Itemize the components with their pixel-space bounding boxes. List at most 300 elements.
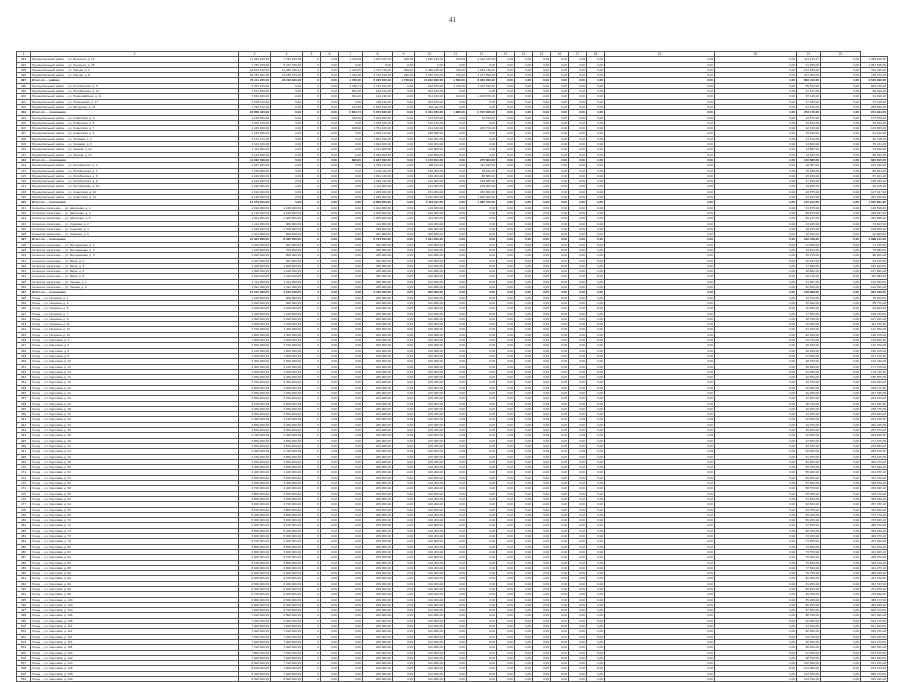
value-cell: 255 830,00 (861, 104, 888, 109)
value-cell: 15 320,00 (797, 131, 821, 136)
value-cell: 200 000,00 (363, 433, 393, 438)
value-cell: 0,00 (515, 597, 533, 602)
value-cell: 0,00 (497, 549, 515, 554)
value-cell: 0,00 (393, 401, 415, 406)
value-cell: 0,00 (515, 300, 533, 305)
value-cell: 0,00 (605, 369, 715, 374)
value-cell: 0,00 (515, 348, 533, 353)
value-cell: 0,00 (497, 396, 515, 401)
row-number: 454 (17, 380, 31, 385)
value-cell: 0,00 (715, 306, 797, 311)
value-cell: 100 000,00 (415, 602, 445, 607)
row-address: Город ... ул. Королёва, д. 2 (31, 338, 239, 343)
value-cell: 0,00 (321, 78, 339, 83)
value-cell: 0,00 (569, 544, 587, 549)
value-cell: 0,00 (587, 247, 605, 252)
row-address: Город ... ул. Королёва, д. 88 (31, 565, 239, 570)
value-cell: 100 000,00 (415, 560, 445, 565)
value-cell: 0,00 (821, 539, 861, 544)
value-cell: 0,00 (467, 99, 497, 104)
value-cell: 0,00 (551, 539, 569, 544)
value-cell: 0,00 (321, 645, 339, 650)
value-cell: 8 860 853,00 (363, 200, 393, 205)
value-cell: 0,00 (587, 57, 605, 62)
row-address: Город ... ул. Королёва, д. 50 (31, 465, 239, 470)
value-cell: 0,00 (569, 677, 587, 682)
value-cell: 0,00 (497, 666, 515, 671)
value-cell: 0,00 (569, 391, 587, 396)
value-cell: 235 920,00 (861, 412, 888, 417)
value-cell: 201 100,00 (415, 99, 445, 104)
value-cell: 0,00 (569, 311, 587, 316)
row-number: 404 (17, 115, 31, 120)
value-cell: 0 (303, 184, 321, 189)
value-cell: 0,00 (569, 120, 587, 125)
value-cell: 0,00 (821, 200, 861, 205)
value-cell: 0,00 (515, 560, 533, 565)
value-cell: 2 000 000,00 (239, 343, 271, 348)
value-cell: 0,00 (587, 380, 605, 385)
value-cell: 0,00 (715, 433, 797, 438)
value-cell: 0,00 (715, 528, 797, 533)
value-cell: 108 500,00 (861, 226, 888, 231)
value-cell: 100 070,00 (861, 311, 888, 316)
value-cell: 0,00 (533, 353, 551, 358)
page-number: 41 (449, 16, 456, 24)
value-cell: 536 220,00 (861, 634, 888, 639)
value-cell: 0,00 (415, 62, 445, 67)
value-cell: 0,00 (587, 94, 605, 99)
value-cell: 0,00 (393, 226, 415, 231)
value-cell: 37 500,00 (797, 396, 821, 401)
value-cell: 0,00 (587, 120, 605, 125)
value-cell: 0,00 (467, 279, 497, 284)
value-cell: 471 870,00 (861, 586, 888, 591)
value-cell: 0,00 (393, 210, 415, 215)
value-cell: 0,00 (515, 592, 533, 597)
value-cell: 0,00 (587, 295, 605, 300)
value-cell: 100 000,00 (415, 417, 445, 422)
value-cell: 0,00 (339, 634, 363, 639)
value-cell: 0,00 (339, 581, 363, 586)
row-address: Муниципальный район ... ул. Октябрьская, д. 4 (31, 168, 239, 173)
row-number: 490 (17, 571, 31, 576)
value-cell: 0,00 (321, 168, 339, 173)
value-cell: 0,00 (587, 586, 605, 591)
row-number: 457 (17, 396, 31, 401)
value-cell: 0,00 (569, 534, 587, 539)
value-cell: 301 000,00 (363, 232, 393, 237)
value-cell: 0,00 (467, 147, 497, 152)
value-cell: 0,00 (321, 147, 339, 152)
value-cell: 100 000,00 (415, 369, 445, 374)
value-cell: 0,00 (271, 157, 303, 162)
value-cell: 5 800 000,00 (239, 544, 271, 549)
value-cell: 4 100 000,00 (239, 454, 271, 459)
value-cell: 100 000,00 (415, 507, 445, 512)
value-cell: 0,00 (551, 279, 569, 284)
value-cell: 0,00 (467, 549, 497, 554)
value-cell: 0,00 (605, 311, 715, 316)
value-cell: 0,00 (339, 549, 363, 554)
value-cell: 0,00 (533, 528, 551, 533)
value-cell: 0,00 (445, 322, 467, 327)
value-cell: 0,00 (821, 443, 861, 448)
value-cell: 3 800 000,00 (271, 454, 303, 459)
value-cell: 0,00 (551, 470, 569, 475)
value-cell: 300 000,00 (363, 263, 393, 268)
value-cell: 0,00 (339, 210, 363, 215)
value-cell: 0,00 (587, 650, 605, 655)
value-cell: 0,00 (533, 78, 551, 83)
value-cell: 5 100 000,00 (239, 507, 271, 512)
value-cell: 0,00 (321, 67, 339, 72)
row-number: 510 (17, 677, 31, 682)
value-cell: 0,00 (551, 639, 569, 644)
value-cell: 0,00 (467, 285, 497, 290)
value-cell: 0 (303, 671, 321, 676)
value-cell: 0,00 (715, 205, 797, 210)
value-cell: 0,00 (445, 671, 467, 676)
value-cell: 0 (303, 173, 321, 178)
value-cell: 0,00 (321, 481, 339, 486)
value-cell: 0,00 (587, 385, 605, 390)
row-address: Муниципальный район ... ул. Советская, д. 9 (31, 131, 239, 136)
value-cell: 100 000,00 (415, 343, 445, 348)
value-cell: 2 600 000,00 (239, 375, 271, 380)
value-cell: 0,00 (569, 671, 587, 676)
value-cell: 100 000,00 (415, 470, 445, 475)
value-cell: 17 600,00 (797, 263, 821, 268)
value-cell: 0,00 (393, 263, 415, 268)
value-cell: 95 432,00 (861, 120, 888, 125)
value-cell: 0,00 (339, 163, 363, 168)
value-cell: 0,00 (393, 629, 415, 634)
value-cell: 111 176,17 (797, 57, 821, 62)
value-cell: 0,00 (715, 67, 797, 72)
value-cell: 0,00 (515, 359, 533, 364)
value-cell: 0,00 (569, 422, 587, 427)
value-cell: 0,00 (515, 120, 533, 125)
value-cell: 100 000,00 (415, 481, 445, 486)
value-cell: 5 200 000,00 (271, 528, 303, 533)
row-number: 418 (17, 189, 31, 194)
value-cell: 0,00 (533, 581, 551, 586)
value-cell: 53 750,00 (797, 465, 821, 470)
value-cell: 0,00 (445, 306, 467, 311)
row-address: Сельское поселение ... ул. Молодёжная, д. 1 (31, 242, 239, 247)
value-cell: 0,00 (587, 375, 605, 380)
value-cell: 0,00 (605, 385, 715, 390)
value-cell: 1 200 000,00 (239, 300, 271, 305)
value-cell: 0,00 (467, 247, 497, 252)
value-cell: 0,00 (321, 375, 339, 380)
value-cell: 0,00 (551, 475, 569, 480)
value-cell: 0,00 (605, 549, 715, 554)
row-address: Город ... ул. Королёва, д. 80 (31, 544, 239, 549)
value-cell: 0,00 (497, 104, 515, 109)
value-cell: 5 400 000,00 (239, 523, 271, 528)
value-cell: 13 750,00 (797, 295, 821, 300)
value-cell: 0,00 (821, 142, 861, 147)
value-cell: 0,00 (551, 571, 569, 576)
value-cell: 27 663,00 (797, 179, 821, 184)
value-cell: 6 300 000,00 (239, 571, 271, 576)
value-cell: 0,00 (551, 311, 569, 316)
value-cell: 0,00 (339, 613, 363, 618)
value-cell: 0 (303, 83, 321, 88)
value-cell: 0,00 (445, 581, 467, 586)
value-cell: 4 800 000,00 (271, 507, 303, 512)
value-cell: 0,00 (587, 496, 605, 501)
value-cell: 0,00 (445, 300, 467, 305)
row-address: Город ... ул. Королёва, д. 78 (31, 539, 239, 544)
value-cell: 2 700 000,00 (363, 290, 393, 295)
value-cell: 0,00 (321, 502, 339, 507)
value-cell: 0,00 (587, 290, 605, 295)
value-cell: 0,00 (551, 142, 569, 147)
value-cell: 0,00 (569, 210, 587, 215)
value-cell: 0,00 (569, 62, 587, 67)
value-cell: 275 864,00 (467, 157, 497, 162)
value-cell: 58 875,00 (797, 210, 821, 215)
value-cell: 0,00 (551, 459, 569, 464)
value-cell: 0,00 (551, 624, 569, 629)
value-cell: 0,00 (467, 433, 497, 438)
value-cell: 0,00 (467, 142, 497, 147)
value-cell: 200 000,00 (363, 412, 393, 417)
value-cell: 7 400 000,00 (271, 645, 303, 650)
value-cell: 0,00 (569, 322, 587, 327)
value-cell: 0,00 (605, 544, 715, 549)
value-cell: 0,00 (393, 152, 415, 157)
value-cell: 0 (303, 592, 321, 597)
value-cell: 0,00 (467, 104, 497, 109)
value-cell: 0,00 (515, 671, 533, 676)
value-cell: 343 866,00 (861, 216, 888, 221)
row-number: 459 (17, 406, 31, 411)
value-cell: 0,00 (445, 486, 467, 491)
value-cell: 5 200 000,00 (239, 512, 271, 517)
value-cell: 0,00 (467, 534, 497, 539)
value-cell: 0,00 (339, 306, 363, 311)
value-cell: 0,00 (393, 369, 415, 374)
value-cell: 200 000,00 (363, 576, 393, 581)
value-cell: 0,00 (715, 401, 797, 406)
value-cell: 0,00 (605, 115, 715, 120)
value-cell: 4 800 000,00 (239, 491, 271, 496)
value-cell: 0,00 (339, 221, 363, 226)
value-cell: 3 500 000,00 (239, 422, 271, 427)
value-cell: 0,00 (569, 459, 587, 464)
value-cell: 200 000,00 (363, 534, 393, 539)
value-cell: 86 250,00 (797, 602, 821, 607)
value-cell: 0,00 (551, 375, 569, 380)
value-cell: 0,00 (551, 645, 569, 650)
value-cell: 0,00 (569, 443, 587, 448)
value-cell: 0,00 (587, 470, 605, 475)
row-address: Город ... ул. Гагарина, д. 5 (31, 306, 239, 311)
value-cell: 0,00 (515, 465, 533, 470)
value-cell: 0,00 (569, 221, 587, 226)
value-cell: 0,00 (497, 152, 515, 157)
value-cell: 0,00 (533, 168, 551, 173)
value-cell: 1 000 000,00 (467, 195, 497, 200)
value-cell: 0,00 (533, 618, 551, 623)
value-cell: 0,00 (533, 173, 551, 178)
value-cell: 0,00 (321, 449, 339, 454)
row-number: 502 (17, 634, 31, 639)
row-number: 496 (17, 602, 31, 607)
value-cell: 3 500 000,00 (271, 438, 303, 443)
value-cell: 200 000,00 (363, 311, 393, 316)
value-cell: 48 750,00 (797, 443, 821, 448)
value-cell: 0,00 (533, 200, 551, 205)
value-cell: 0,00 (339, 639, 363, 644)
value-cell: 0,00 (587, 221, 605, 226)
value-cell: 0,00 (587, 274, 605, 279)
value-cell: 0,00 (339, 428, 363, 433)
value-cell: 0,00 (533, 518, 551, 523)
value-cell: 0,00 (569, 385, 587, 390)
value-cell: 2 700 000,00 (271, 396, 303, 401)
value-cell: 0,00 (569, 502, 587, 507)
value-cell: 0,00 (445, 136, 467, 141)
value-cell: 2 200 000,00 (239, 353, 271, 358)
value-cell: 175 913,00 (797, 200, 821, 205)
value-cell: 4 200 000,00 (239, 459, 271, 464)
value-cell: 0 (303, 343, 321, 348)
value-cell: 0,00 (715, 671, 797, 676)
value-cell: 0,00 (605, 454, 715, 459)
value-cell: 0,00 (605, 565, 715, 570)
value-cell: 0,00 (821, 449, 861, 454)
value-cell: 0,00 (497, 639, 515, 644)
value-cell: 3 900 000,00 (271, 459, 303, 464)
value-cell: 0,00 (569, 359, 587, 364)
value-cell: 200 000,00 (363, 369, 393, 374)
value-cell: 18 862,00 (797, 269, 821, 274)
value-cell: 0,00 (339, 322, 363, 327)
value-cell: 21 387,00 (797, 279, 821, 284)
value-cell: 0,00 (605, 359, 715, 364)
value-cell: 0,00 (551, 428, 569, 433)
value-cell: 0,00 (587, 343, 605, 348)
row-number: 422 (17, 210, 31, 215)
value-cell: 0,00 (445, 89, 467, 94)
value-cell: 0,00 (497, 67, 515, 72)
value-cell: 1 518 000,00 (239, 226, 271, 231)
value-cell: 0,00 (551, 285, 569, 290)
value-cell: 0,00 (445, 470, 467, 475)
row-number: 460 (17, 412, 31, 417)
value-cell: 28 750,00 (797, 359, 821, 364)
value-cell: 0,00 (515, 618, 533, 623)
value-cell: 3 600 000,00 (271, 443, 303, 448)
value-cell: 0,00 (515, 634, 533, 639)
value-cell: 0,00 (339, 412, 363, 417)
value-cell: 0,00 (445, 613, 467, 618)
value-cell: 0,00 (715, 110, 797, 115)
row-address: Город ... ул. Королёва, д. 90 (31, 571, 239, 576)
value-cell: 0,00 (551, 613, 569, 618)
value-cell: 1 748,00 (393, 78, 415, 83)
value-cell: 800 000,00 (271, 232, 303, 237)
value-cell: 0,00 (605, 89, 715, 94)
value-cell: 0,00 (467, 523, 497, 528)
value-cell: 0 (303, 523, 321, 528)
value-cell: 0,00 (715, 502, 797, 507)
value-cell: 0,00 (321, 491, 339, 496)
value-cell: 0,00 (515, 539, 533, 544)
value-cell: 0,00 (605, 528, 715, 533)
value-cell: 0,00 (821, 491, 861, 496)
value-cell: 0,00 (533, 655, 551, 660)
value-cell: 1 800 000,00 (239, 332, 271, 337)
value-cell: 0,00 (445, 285, 467, 290)
value-cell: 0,00 (393, 173, 415, 178)
value-cell: 0,00 (393, 428, 415, 433)
value-cell: 0,00 (321, 359, 339, 364)
value-cell: 1 205 125,00 (239, 120, 271, 125)
value-cell: 200 112,00 (363, 99, 393, 104)
value-cell: 1 762 412,00 (239, 104, 271, 109)
row-number: 396 (17, 73, 31, 78)
row-number: 393 (17, 57, 31, 62)
value-cell: 0,00 (715, 539, 797, 544)
value-cell: 0,00 (271, 147, 303, 152)
value-cell: 2 031 580,00 (415, 110, 445, 115)
value-cell: 0,00 (445, 216, 467, 221)
value-cell: 0,00 (821, 226, 861, 231)
value-cell: 0,00 (497, 655, 515, 660)
row-address: Город ... ул. Королёва, д. 124 (31, 661, 239, 666)
value-cell: 0,00 (533, 502, 551, 507)
value-cell: 0,00 (497, 168, 515, 173)
value-cell: 0,00 (569, 549, 587, 554)
value-cell: 85 000,00 (797, 597, 821, 602)
value-cell: 3 000 000,00 (239, 396, 271, 401)
value-cell: 200 000,00 (363, 602, 393, 607)
value-cell: 0,00 (569, 300, 587, 305)
column-number: 4 (271, 52, 303, 57)
value-cell: 0,00 (393, 136, 415, 141)
value-cell: 0,00 (821, 470, 861, 475)
value-cell: 0,00 (587, 602, 605, 607)
row-number: 489 (17, 565, 31, 570)
row-number: 439 (17, 300, 31, 305)
value-cell: 0,00 (515, 73, 533, 78)
value-cell: 0 (303, 353, 321, 358)
value-cell: 0,00 (569, 507, 587, 512)
value-cell: 0,00 (715, 120, 797, 125)
value-cell: 0,00 (821, 263, 861, 268)
value-cell: 107 860,00 (861, 269, 888, 274)
value-cell: 2 213 000,00 (239, 179, 271, 184)
value-cell: 0 (303, 396, 321, 401)
value-cell: 0,00 (715, 449, 797, 454)
value-cell: 0,00 (605, 73, 715, 78)
value-cell: 0,00 (393, 221, 415, 226)
row-address: Город ... ул. Королёва, д. 126 (31, 666, 239, 671)
value-cell: 0,00 (321, 306, 339, 311)
value-cell: 0,00 (339, 136, 363, 141)
row-number: 430 (17, 253, 31, 258)
value-cell: 5 800 000,00 (271, 560, 303, 565)
value-cell: 0,00 (467, 311, 497, 316)
value-cell: 0,00 (515, 338, 533, 343)
row-address: Город ... ул. Королёва, д. 14 (31, 369, 239, 374)
